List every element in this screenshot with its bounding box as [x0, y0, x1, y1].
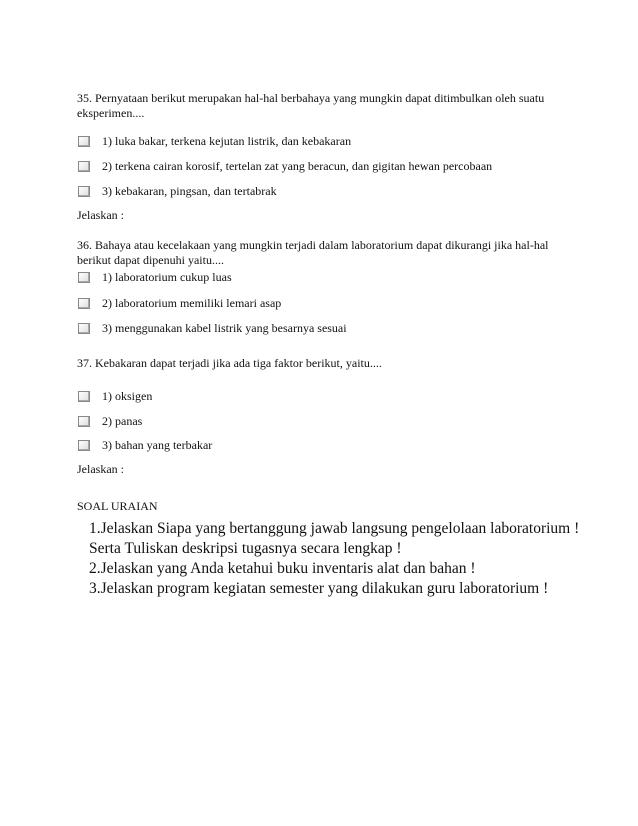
essay-question-1-continuation: Serta Tuliskan deskripsi tugasnya secara lengkap ! — [89, 540, 402, 557]
checkbox-icon[interactable] — [78, 186, 90, 197]
option-label: 3) kebakaran, pingsan, dan tertabrak — [102, 184, 277, 198]
q37-option-2[interactable] — [78, 414, 142, 429]
essay-question-2: 2.Jelaskan yang Anda ketahui buku inventaris alat dan bahan ! — [89, 560, 476, 577]
checkbox-icon[interactable] — [78, 272, 90, 283]
checkbox-icon[interactable] — [78, 391, 90, 402]
option-label: 1) luka bakar, terkena kejutan listrik, dan kebakaran — [102, 134, 352, 148]
q36-option-2[interactable] — [78, 296, 281, 311]
option-label: 1) oksigen — [102, 389, 153, 403]
q35-option-3[interactable] — [78, 184, 277, 199]
question-35-text: 35. Pernyataan berikut merupakan hal-hal berbahaya yang mungkin dapat ditimbulkan oleh suatu eksperimen.... — [77, 91, 545, 120]
q37-explain-label: Jelaskan : — [77, 462, 124, 476]
question-37-text: 37. Kebakaran dapat terjadi jika ada tiga faktor berikut, yaitu.... — [77, 356, 382, 370]
q35-option-1[interactable] — [78, 134, 351, 149]
checkbox-icon[interactable] — [78, 161, 90, 172]
question-36-text: 36. Bahaya atau kecelakaan yang mungkin terjadi dalam laboratorium dapat dikurangi jika hal-hal berikut dapat dipenuhi yaitu.... — [77, 238, 549, 267]
q37-option-1[interactable] — [78, 389, 152, 404]
checkbox-icon[interactable] — [78, 298, 90, 309]
option-label: 1) laboratorium cukup luas — [102, 270, 232, 284]
q35-option-2[interactable] — [78, 159, 492, 174]
option-label: 3) menggunakan kabel listrik yang besarnya sesuai — [102, 321, 347, 335]
option-label: 3) bahan yang terbakar — [102, 438, 213, 452]
q36-option-3[interactable] — [78, 321, 347, 336]
checkbox-icon[interactable] — [78, 136, 90, 147]
section-heading-uraian: SOAL URAIAN — [77, 499, 158, 513]
essay-question-1: 1.Jelaskan Siapa yang bertanggung jawab langsung pengelolaan laboratorium ! — [89, 520, 580, 537]
q36-option-1[interactable] — [78, 270, 232, 285]
checkbox-icon[interactable] — [78, 416, 90, 427]
q37-option-3[interactable] — [78, 438, 212, 453]
checkbox-icon[interactable] — [78, 440, 90, 451]
option-label: 2) terkena cairan korosif, tertelan zat yang beracun, dan gigitan hewan percobaan — [102, 159, 493, 173]
option-label: 2) panas — [102, 414, 143, 428]
option-label: 2) laboratorium memiliki lemari asap — [102, 296, 282, 310]
essay-question-3: 3.Jelaskan program kegiatan semester yang dilakukan guru laboratorium ! — [89, 580, 549, 597]
checkbox-icon[interactable] — [78, 323, 90, 334]
q35-explain-label: Jelaskan : — [77, 208, 124, 222]
